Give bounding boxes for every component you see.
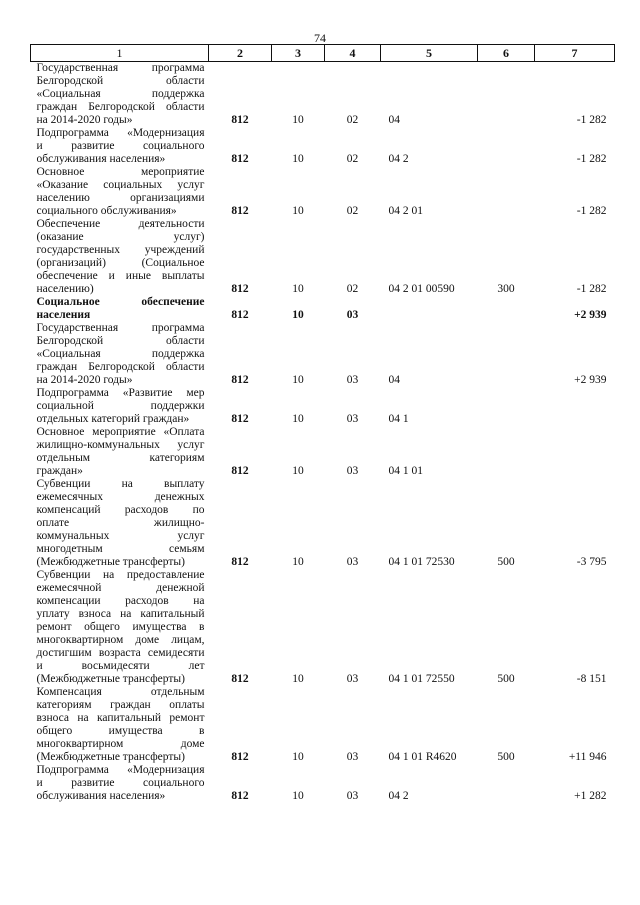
description-line: Государственная программа xyxy=(36,322,205,334)
subsection-cell: 03 xyxy=(346,790,359,802)
description-line: Обеспечение деятельности xyxy=(36,218,205,230)
expense-type-cell xyxy=(478,387,535,426)
subsection-cell: 02 xyxy=(346,153,359,165)
table-row xyxy=(31,686,615,764)
page-number: 74 xyxy=(314,31,326,45)
amount-cell: +1 282 xyxy=(574,790,607,802)
description-line: (Межбюджетные трансферты) xyxy=(36,751,185,763)
description-line: на 2014-2020 годы» xyxy=(36,374,133,386)
target-article-cell: 04 1 01 xyxy=(388,465,423,477)
amount-cell: -8 151 xyxy=(576,673,607,685)
expense-type-cell xyxy=(478,296,535,322)
header-row xyxy=(31,45,615,62)
description-line: общего имущества в xyxy=(36,725,205,737)
target-article-cell: 04 2 xyxy=(388,153,409,165)
description-line: населению) xyxy=(36,283,94,295)
table-row xyxy=(31,478,615,569)
admin-code-cell: 812 xyxy=(231,309,249,321)
amount-cell: -3 795 xyxy=(576,556,607,568)
table-row xyxy=(31,322,615,387)
target-article-cell: 04 1 01 72530 xyxy=(388,556,455,568)
subsection-cell: 03 xyxy=(346,309,359,321)
section-cell: 10 xyxy=(292,790,304,802)
amount-cell xyxy=(535,426,615,478)
subsection-cell: 02 xyxy=(346,205,359,217)
description-line: социального обслуживания» xyxy=(36,205,177,217)
row-description xyxy=(31,296,209,322)
row-description xyxy=(31,127,209,166)
section-cell: 10 xyxy=(292,556,304,568)
description-line: (оказание услуг) xyxy=(36,231,205,243)
section-cell: 10 xyxy=(292,114,304,126)
section-cell: 10 xyxy=(292,309,304,321)
description-line: ремонт общего имущества в xyxy=(36,621,205,633)
description-line: Субвенции на выплату xyxy=(36,478,205,490)
description-line: социальной поддержки xyxy=(36,400,205,412)
admin-code-cell: 812 xyxy=(231,153,249,165)
column-header: 2 xyxy=(209,45,272,62)
target-article-cell: 04 2 xyxy=(388,790,409,802)
row-description xyxy=(31,166,209,218)
expense-type-cell xyxy=(478,764,535,803)
section-cell: 10 xyxy=(292,283,304,295)
amount-cell: -1 282 xyxy=(576,283,607,295)
row-description xyxy=(31,387,209,426)
target-article-cell: 04 xyxy=(388,114,400,126)
amount-cell: +2 939 xyxy=(574,309,607,321)
admin-code-cell: 812 xyxy=(231,790,249,802)
description-line: Компенсация отдельным xyxy=(36,686,205,698)
section-cell: 10 xyxy=(292,374,304,386)
table-row xyxy=(31,569,615,686)
description-line: Социальное обеспечение xyxy=(36,296,205,308)
column-header: 3 xyxy=(272,45,325,62)
row-description xyxy=(31,478,209,569)
admin-code-cell: 812 xyxy=(231,556,249,568)
row-description xyxy=(31,322,209,387)
subsection-cell: 03 xyxy=(346,556,359,568)
target-article-cell: 04 xyxy=(388,374,400,386)
description-line: (Межбюджетные трансферты) xyxy=(36,556,185,568)
table-row xyxy=(31,166,615,218)
amount-cell: -1 282 xyxy=(576,114,607,126)
section-cell: 10 xyxy=(292,205,304,217)
description-line: государственных учреждений xyxy=(36,244,205,256)
section-cell: 10 xyxy=(292,673,304,685)
admin-code-cell: 812 xyxy=(231,413,249,425)
description-line: граждан Белгородской области xyxy=(36,361,205,373)
expense-type-cell: 300 xyxy=(497,283,515,295)
table-row xyxy=(31,764,615,803)
description-line: населению организациями xyxy=(36,192,205,204)
section-cell: 10 xyxy=(292,153,304,165)
description-line: Основное мероприятие «Оплата xyxy=(36,426,205,438)
section-cell: 10 xyxy=(292,751,304,763)
table-row xyxy=(31,127,615,166)
description-line: «Социальная поддержка xyxy=(36,88,205,100)
description-line: и развитие социального xyxy=(36,777,205,789)
admin-code-cell: 812 xyxy=(231,114,249,126)
table-row xyxy=(31,218,615,296)
row-description xyxy=(31,62,209,128)
description-line: категориям граждан оплаты xyxy=(36,699,205,711)
target-article-cell: 04 2 01 00590 xyxy=(388,283,455,295)
table-row xyxy=(31,426,615,478)
description-line: граждан Белгородской области xyxy=(36,101,205,113)
subsection-cell: 02 xyxy=(346,283,359,295)
admin-code-cell: 812 xyxy=(231,205,249,217)
description-line: (Межбюджетные трансферты) xyxy=(36,673,185,685)
section-cell: 10 xyxy=(292,465,304,477)
admin-code-cell: 812 xyxy=(231,465,249,477)
description-line: компенсаций расходов по xyxy=(36,504,205,516)
description-line: обеспечение и иные выплаты xyxy=(36,270,205,282)
expense-type-cell: 500 xyxy=(497,556,515,568)
subsection-cell: 03 xyxy=(346,465,359,477)
description-line: коммунальных услуг xyxy=(36,530,205,542)
subsection-cell: 03 xyxy=(346,374,359,386)
target-article-cell: 04 2 01 xyxy=(388,205,423,217)
target-article-cell xyxy=(381,296,478,322)
table-row xyxy=(31,387,615,426)
column-header: 6 xyxy=(478,45,535,62)
description-line: оплате жилищно- xyxy=(36,517,205,529)
description-line: Государственная программа xyxy=(36,62,205,74)
subsection-cell: 03 xyxy=(346,413,359,425)
description-line: многоквартирном доме xyxy=(36,738,205,750)
amount-cell: -1 282 xyxy=(576,205,607,217)
description-line: обслуживания населения» xyxy=(36,153,166,165)
description-line: отдельным категориям xyxy=(36,452,205,464)
description-line: Подпрограмма «Модернизация xyxy=(36,764,205,776)
row-description xyxy=(31,686,209,764)
table-row xyxy=(31,296,615,322)
description-line: и восьмидесяти лет xyxy=(36,660,205,672)
description-line: Подпрограмма «Развитие мер xyxy=(36,387,205,399)
amount-cell: -1 282 xyxy=(576,153,607,165)
subsection-cell: 03 xyxy=(346,673,359,685)
expense-type-cell xyxy=(478,426,535,478)
table-row xyxy=(31,62,615,128)
description-line: (организаций) (Социальное xyxy=(36,257,205,269)
description-line: уплату взноса на капитальный xyxy=(36,608,205,620)
expense-type-cell: 500 xyxy=(497,673,515,685)
description-line: взноса на капитальный ремонт xyxy=(36,712,205,724)
expense-type-cell xyxy=(478,127,535,166)
description-line: Основное мероприятие xyxy=(36,166,205,178)
amount-cell: +2 939 xyxy=(574,374,607,386)
description-line: Белгородской области xyxy=(36,335,205,347)
row-description xyxy=(31,569,209,686)
description-line: обслуживания населения» xyxy=(36,790,166,802)
expense-type-cell: 500 xyxy=(497,751,515,763)
target-article-cell: 04 1 01 R4620 xyxy=(388,751,457,763)
admin-code-cell: 812 xyxy=(231,673,249,685)
description-line: компенсации расходов на xyxy=(36,595,205,607)
column-header: 7 xyxy=(535,45,615,62)
row-description xyxy=(31,218,209,296)
column-header: 5 xyxy=(381,45,478,62)
column-header: 4 xyxy=(325,45,381,62)
description-line: Субвенции на предоставление xyxy=(36,569,205,581)
amount-cell xyxy=(535,387,615,426)
section-cell: 10 xyxy=(292,413,304,425)
description-line: Белгородской области xyxy=(36,75,205,87)
description-line: многодетным семьям xyxy=(36,543,205,555)
subsection-cell: 02 xyxy=(346,114,359,126)
description-line: населения xyxy=(36,309,91,321)
target-article-cell: 04 1 01 72550 xyxy=(388,673,455,685)
description-line: и развитие социального xyxy=(36,140,205,152)
row-description xyxy=(31,764,209,803)
description-line: отдельных категорий граждан» xyxy=(36,413,190,425)
description-line: «Социальная поддержка xyxy=(36,348,205,360)
budget-table xyxy=(30,44,615,803)
subsection-cell: 03 xyxy=(346,751,359,763)
expense-type-cell xyxy=(478,62,535,128)
expense-type-cell xyxy=(478,166,535,218)
description-line: многоквартирном доме лицам, xyxy=(36,634,205,646)
description-line: ежемесячных денежных xyxy=(36,491,205,503)
target-article-cell: 04 1 xyxy=(388,413,409,425)
description-line: граждан» xyxy=(36,465,83,477)
description-line: ежемесячной денежной xyxy=(36,582,205,594)
admin-code-cell: 812 xyxy=(231,283,249,295)
description-line: на 2014-2020 годы» xyxy=(36,114,133,126)
expense-type-cell xyxy=(478,322,535,387)
column-header: 1 xyxy=(31,45,209,62)
row-description xyxy=(31,426,209,478)
admin-code-cell: 812 xyxy=(231,751,249,763)
description-line: «Оказание социальных услуг xyxy=(36,179,205,191)
amount-cell: +11 946 xyxy=(568,751,607,763)
description-line: достигшим возраста семидесяти xyxy=(36,647,205,659)
description-line: Подпрограмма «Модернизация xyxy=(36,127,205,139)
admin-code-cell: 812 xyxy=(231,374,249,386)
description-line: жилищно-коммунальных услуг xyxy=(36,439,205,451)
